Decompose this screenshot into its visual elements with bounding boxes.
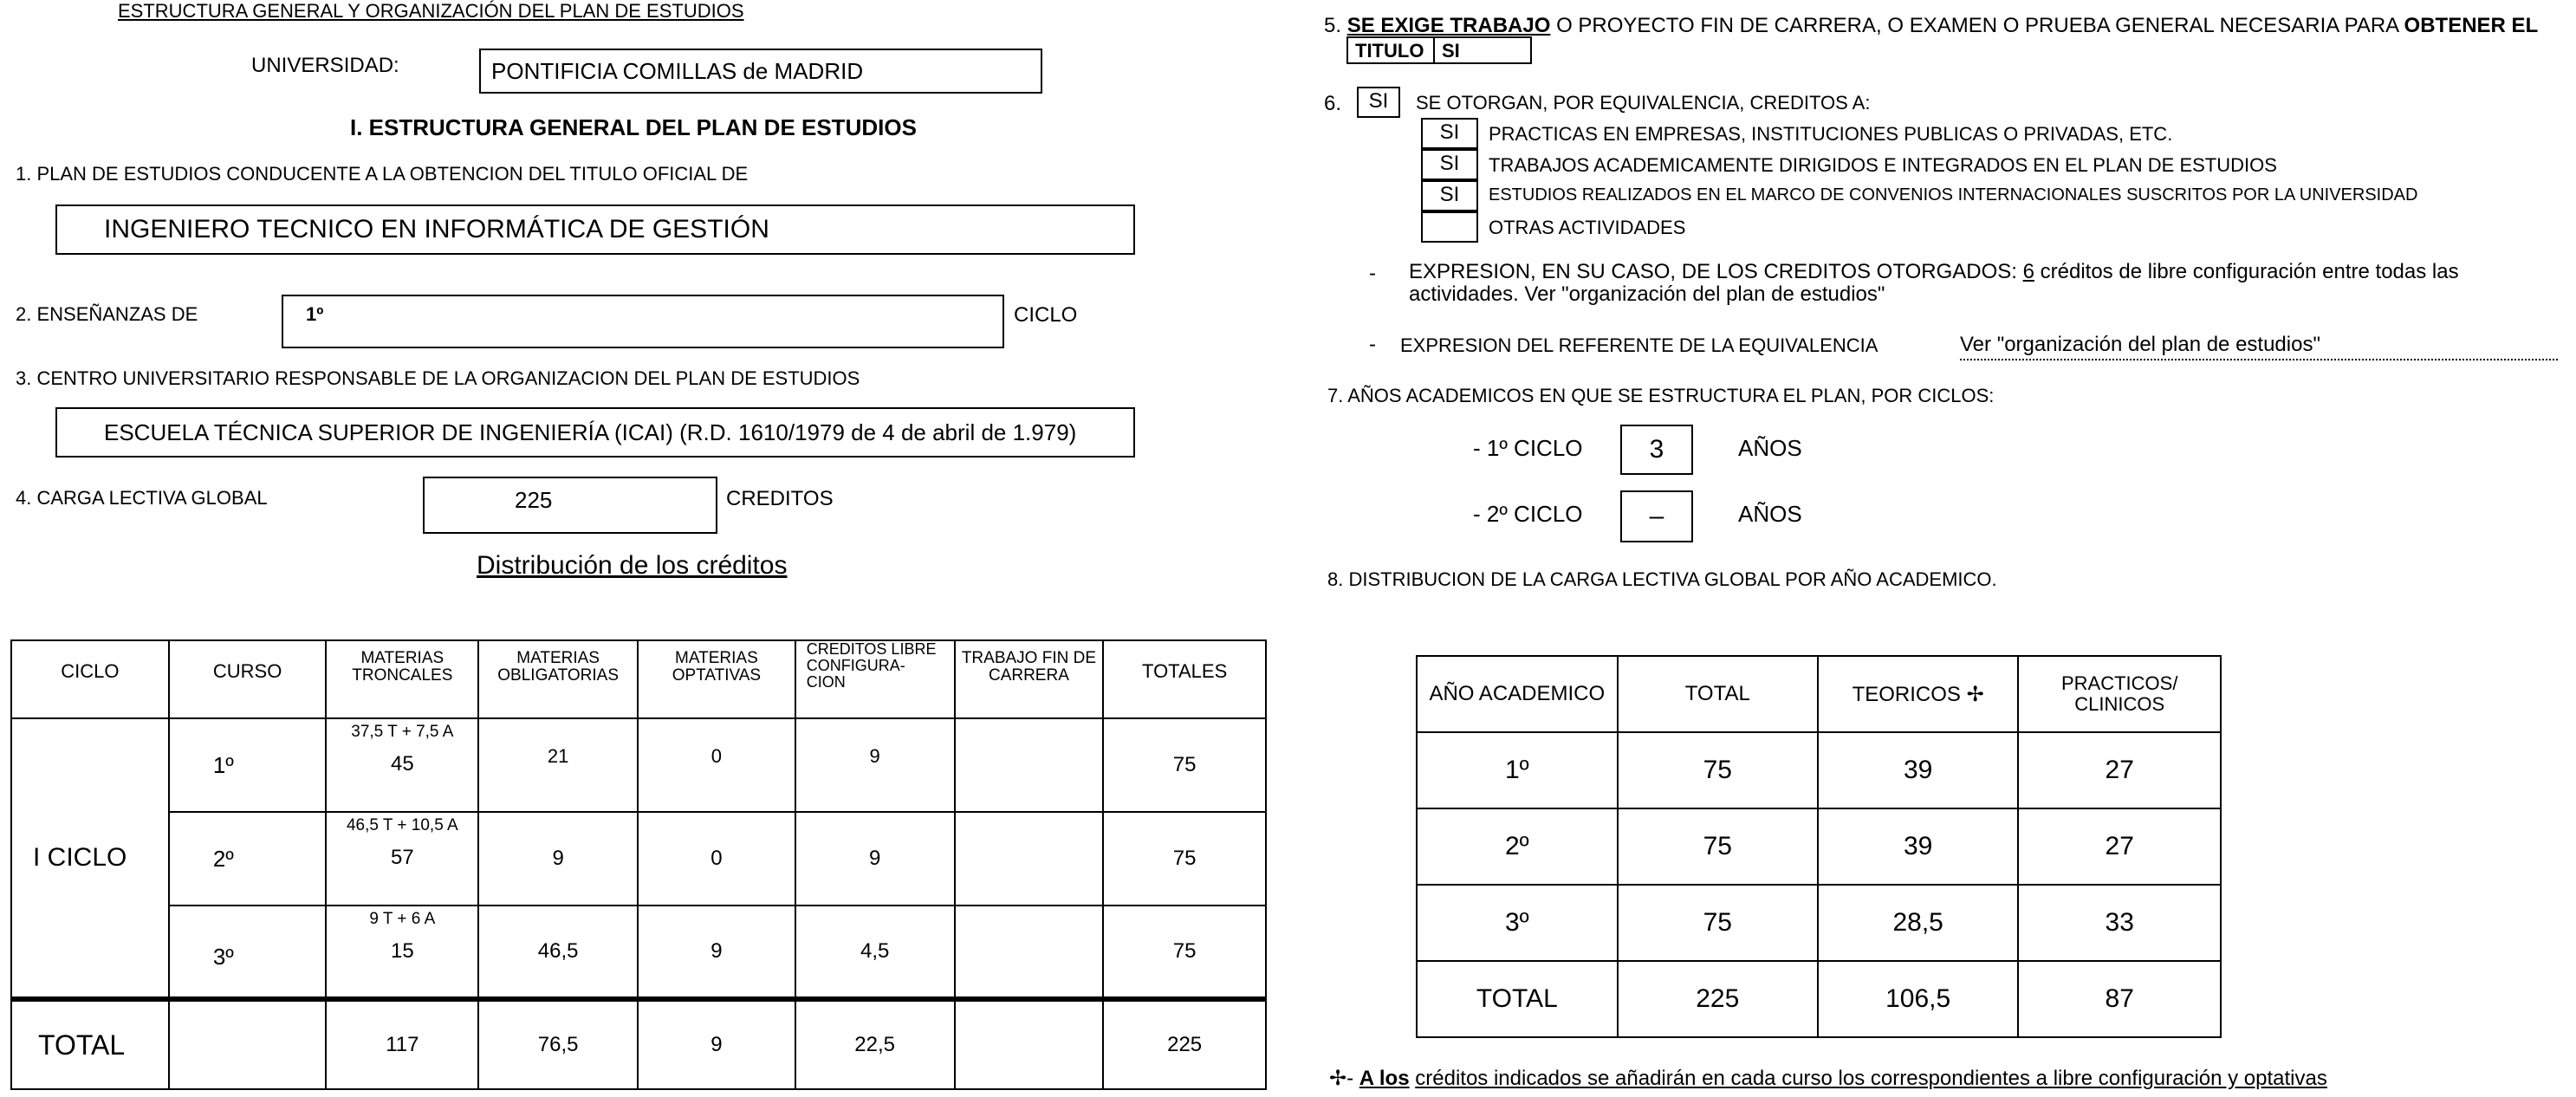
header-trabajo: TRABAJO FIN DE CARRERA (955, 640, 1104, 718)
curso-cell: 1º (169, 718, 327, 812)
item7-label: 7. AÑOS ACADEMICOS EN QUE SE ESTRUCTURA EL PLAN, POR CICLOS: (1327, 385, 1995, 406)
footnote-marker-icon: ✢ (1966, 682, 1984, 706)
total-totales: 225 (1103, 999, 1266, 1089)
ciclo2-unit: AÑOS (1738, 501, 1802, 527)
expresion2-dash: - (1369, 333, 1376, 356)
item5-text: O PROYECTO FIN DE CARRERA, O EXAMEN O PRUEBA GENERAL NECESARIA PARA (1556, 14, 2398, 37)
carga-box (423, 477, 717, 534)
centro-box (55, 407, 1135, 458)
ciclo-suffix: CICLO (1014, 303, 1078, 327)
total-optativas: 9 (638, 999, 795, 1089)
header-ciclo: CICLO (11, 640, 169, 718)
teoricos-cell: 106,5 (1818, 961, 2019, 1037)
item6-prefix: 6. (1324, 92, 1342, 115)
ciclo-cell: I CICLO (11, 718, 169, 999)
optativas-cell: 0 (638, 718, 795, 812)
expresion1-text: EXPRESION, EN SU CASO, DE LOS CREDITOS OTORGADOS: (1409, 260, 2017, 283)
total-curso-cell (169, 999, 327, 1089)
total-obligatorias: 76,5 (478, 999, 638, 1089)
header-optativas: MATERIAS OPTATIVAS (638, 640, 795, 718)
practicos-cell: 33 (2018, 885, 2221, 961)
ensenanzas-box (282, 295, 1004, 348)
total-cell: 75 (1618, 885, 1818, 961)
troncales-cell (326, 906, 478, 999)
obligatorias-cell: 21 (478, 718, 638, 812)
header-teoricos-label: TEORICOS (1852, 682, 1961, 706)
item5-line (1324, 14, 2538, 38)
troncales-value: 45 (390, 752, 414, 776)
ciclo2-box: – (1620, 490, 1693, 542)
credits-table (10, 639, 1267, 1090)
curso-cell: 3º (169, 906, 327, 999)
totales-cell: 75 (1103, 906, 1266, 999)
table-row (11, 812, 1266, 906)
ciclo1-label: - 1º CICLO (1473, 435, 1583, 461)
option-label-1: TRABAJOS ACADEMICAMENTE DIRIGIDOS E INTEGRADOS EN EL PLAN DE ESTUDIOS (1489, 154, 2277, 176)
expresion2-value: Ver "organización del plan de estudios" (1960, 333, 2320, 356)
troncales-note: 37,5 T + 7,5 A (351, 723, 454, 741)
troncales-value: 15 (390, 939, 414, 963)
troncales-cell (326, 718, 478, 812)
troncales-note: 9 T + 6 A (369, 910, 436, 928)
optativas-cell: 0 (638, 812, 795, 906)
total-row (11, 999, 1266, 1089)
creditos-suffix: CREDITOS (726, 487, 834, 510)
distribucion-title: Distribución de los créditos (477, 551, 788, 580)
item5-bold: SE EXIGE TRABAJO (1346, 14, 1551, 37)
footnote-text: créditos indicados se añadirán en cada curso los correspondientes a libre configuración y optativas (1415, 1067, 2327, 1090)
header-ano: AÑO ACADEMICO (1417, 656, 1618, 732)
header-curso: CURSO (169, 640, 327, 718)
footnote-mark: ✢- (1329, 1067, 1354, 1090)
item6-text: SE OTORGAN, POR EQUIVALENCIA, CREDITOS A: (1416, 92, 1871, 114)
total-libre: 22,5 (795, 999, 955, 1089)
footnote-bold: A los (1359, 1067, 1410, 1090)
universidad-box (479, 49, 1042, 94)
item5-bold2: OBTENER EL (2404, 14, 2539, 37)
trabajo-cell (955, 812, 1104, 906)
totales-cell: 75 (1103, 812, 1266, 906)
ciclo2-label: - 2º CICLO (1473, 501, 1583, 527)
ciclo1-box: 3 (1620, 425, 1693, 475)
option-mark-0: SI (1421, 118, 1478, 149)
optativas-cell: 9 (638, 906, 795, 999)
ensenanzas-value: 1º (306, 303, 324, 325)
carga-value: 225 (515, 487, 553, 513)
titulo-box (55, 204, 1135, 255)
libre-cell: 9 (795, 812, 955, 906)
item8-label: 8. DISTRIBUCION DE LA CARGA LECTIVA GLOBAL POR AÑO ACADEMICO. (1327, 568, 1997, 590)
total-cell: 75 (1618, 808, 1818, 885)
trabajo-cell (955, 718, 1104, 812)
item5-si: SI (1442, 40, 1460, 62)
item5-titulo: TITULO (1355, 40, 1424, 62)
curso-cell: 2º (169, 812, 327, 906)
total-cell: 75 (1618, 732, 1818, 808)
table-row (1417, 808, 2221, 885)
troncales-note: 46,5 T + 10,5 A (346, 816, 458, 834)
totales-cell: 75 (1103, 718, 1266, 812)
item1-label: 1. PLAN DE ESTUDIOS CONDUCENTE A LA OBTENCION DEL TITULO OFICIAL DE (16, 163, 749, 185)
table-row (11, 718, 1266, 812)
option-mark-2: SI (1421, 180, 1478, 211)
option-mark-1: SI (1421, 149, 1478, 180)
header-troncales: MATERIAS TRONCALES (326, 640, 478, 718)
expresion1-line2: actividades. Ver "organización del plan de estudios" (1409, 282, 1885, 306)
table-row (1417, 732, 2221, 808)
trabajo-cell (955, 906, 1104, 999)
expresion2-text: EXPRESION DEL REFERENTE DE LA EQUIVALENCIA (1400, 334, 1878, 356)
header-libre: CREDITOS LIBRE CONFIGURA-CION (795, 640, 955, 718)
distribution-table (1416, 655, 2222, 1038)
practicos-cell: 27 (2018, 732, 2221, 808)
header-total: TOTAL (1618, 656, 1818, 732)
practicos-cell: 27 (2018, 808, 2221, 885)
obligatorias-cell: 46,5 (478, 906, 638, 999)
teoricos-cell: 39 (1818, 808, 2019, 885)
total-troncales: 117 (326, 999, 478, 1089)
titulo-divider (1433, 38, 1435, 62)
universidad-value: PONTIFICIA COMILLAS de MADRID (491, 58, 864, 84)
item4-label: 4. CARGA LECTIVA GLOBAL (16, 487, 268, 509)
total-trabajo (955, 999, 1104, 1089)
item5-prefix: 5. (1324, 14, 1342, 37)
practicos-cell: 87 (2018, 961, 2221, 1037)
table-row (1417, 885, 2221, 961)
option-label-2: ESTUDIOS REALIZADOS EN EL MARCO DE CONVENIOS INTERNACIONALES SUSCRITOS POR LA UNIVERSIDAD (1489, 185, 2418, 204)
option-label-3: OTRAS ACTIVIDADES (1489, 217, 1686, 238)
libre-cell: 4,5 (795, 906, 955, 999)
titulo-value: INGENIERO TECNICO EN INFORMÁTICA DE GESTIÓN (104, 215, 769, 243)
item2-label: 2. ENSEÑANZAS DE (16, 303, 198, 325)
document-header: ESTRUCTURA GENERAL Y ORGANIZACIÓN DEL PLAN DE ESTUDIOS (118, 0, 744, 22)
expresion1-line (1409, 260, 2459, 284)
item3-label: 3. CENTRO UNIVERSITARIO RESPONSABLE DE LA ORGANIZACION DEL PLAN DE ESTUDIOS (16, 367, 860, 389)
table-row (1417, 961, 2221, 1037)
universidad-label: UNIVERSIDAD: (251, 54, 399, 77)
teoricos-cell: 28,5 (1818, 885, 2019, 961)
expresion1-dash: - (1369, 262, 1376, 285)
option-label-0: PRACTICAS EN EMPRESAS, INSTITUCIONES PUBLICAS O PRIVADAS, ETC. (1489, 123, 2173, 145)
header-totales: TOTALES (1103, 640, 1266, 718)
titulo-si-box (1346, 36, 1532, 64)
header-practicos: PRACTICOS/ CLINICOS (2018, 656, 2221, 732)
section-title: I. ESTRUCTURA GENERAL DEL PLAN DE ESTUDIOS (350, 114, 917, 140)
expresion1-rest: créditos de libre configuración entre todas las (2040, 260, 2459, 283)
credits-header-row (11, 640, 1266, 718)
troncales-cell (326, 812, 478, 906)
centro-value: ESCUELA TÉCNICA SUPERIOR DE INGENIERÍA (ICAI) (R.D. 1610/1979 de 4 de abril de 1.979) (104, 419, 1077, 445)
expresion1-num: 6 (2022, 260, 2034, 283)
option-mark-3 (1421, 211, 1478, 243)
obligatorias-cell: 9 (478, 812, 638, 906)
ciclo1-unit: AÑOS (1738, 435, 1802, 461)
ano-cell: 1º (1417, 732, 1618, 808)
ano-cell: 3º (1417, 885, 1618, 961)
teoricos-cell: 39 (1818, 732, 2019, 808)
libre-cell: 9 (795, 718, 955, 812)
ano-cell: 2º (1417, 808, 1618, 885)
header-teoricos (1818, 656, 2019, 732)
item6-si-box: SI (1357, 87, 1400, 118)
total-label: TOTAL (11, 999, 169, 1089)
table-row (11, 906, 1266, 999)
header-obligatorias: MATERIAS OBLIGATORIAS (478, 640, 638, 718)
footnote (1329, 1066, 2327, 1091)
troncales-value: 57 (390, 846, 414, 869)
distribution-header-row (1417, 656, 2221, 732)
expresion2-field (1960, 333, 2558, 360)
total-cell: 225 (1618, 961, 1818, 1037)
ano-cell: TOTAL (1417, 961, 1618, 1037)
